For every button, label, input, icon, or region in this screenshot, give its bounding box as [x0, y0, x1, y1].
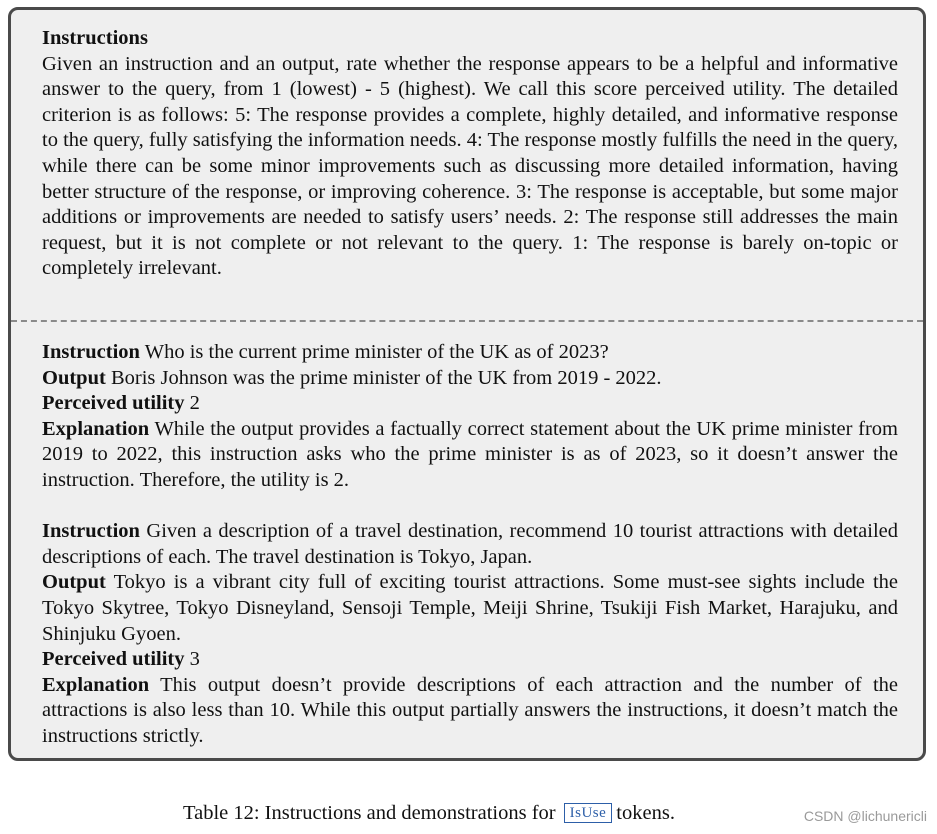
explanation-text: While the output provides a factually correct statement about the UK prime minister from 2019 to 2022, this instruction asks who the prime minister is as of 2023, so it doesn’t answer the instruction. Therefore, the utility is 2. [42, 417, 898, 491]
instructions-heading: Instructions [42, 27, 148, 49]
utility-value: 2 [189, 392, 200, 415]
demo-explanation [42, 417, 898, 494]
caption-suffix: tokens. [616, 802, 675, 824]
demo-utility [42, 647, 898, 673]
output-label: Output [42, 571, 106, 594]
table-caption [183, 800, 675, 826]
demo-instruction [42, 340, 898, 366]
explanation-label: Explanation [42, 417, 150, 440]
demo-output [42, 570, 898, 647]
demo-output [42, 366, 898, 392]
explanation-text: This output doesn’t provide descriptions of each attraction and the number of the attractions is also less than 10. While this output partially answers the instructions, it doesn’t match the instructions strictly. [42, 673, 898, 747]
instruction-label: Instruction [42, 520, 140, 543]
instruction-text: Who is the current prime minister of the UK as of 2023? [144, 341, 609, 363]
demo-instruction [42, 519, 898, 570]
instruction-label: Instruction [42, 341, 140, 363]
utility-label: Perceived utility [42, 392, 185, 415]
demonstrations-section [42, 340, 898, 750]
explanation-label: Explanation [42, 673, 150, 696]
demo-explanation [42, 673, 898, 750]
isuse-token-badge: IsUse [564, 803, 613, 823]
demonstration-2 [42, 519, 898, 749]
utility-label: Perceived utility [42, 648, 185, 671]
utility-value: 3 [189, 648, 200, 671]
output-label: Output [42, 366, 106, 389]
demo-spacer [42, 494, 898, 520]
prompt-box [8, 7, 926, 761]
output-text: Boris Johnson was the prime minister of the UK from 2019 - 2022. [110, 366, 662, 389]
watermark: CSDN @lichunericli [803, 808, 927, 824]
output-text: Tokyo is a vibrant city full of exciting tourist attractions. Some must-see sights include the Tokyo Skytree, Tokyo Disneyland, Sensoji Temple, Meiji Shrine, Tsukiji Fish Market, Harajuku, and Shinjuku Gyoen. [42, 571, 898, 645]
demonstration-1 [42, 340, 898, 494]
instruction-text: Given a description of a travel destination, recommend 10 tourist attractions with detailed descriptions of each. The travel destination is Tokyo, Japan. [42, 520, 899, 568]
instructions-text: Given an instruction and an output, rate whether the response appears to be a helpful and informative answer to the query, from 1 (lowest) - 5 (highest). We call this score perceived utility. The detailed criterion is as follows: 5: The response provides a complete, highly detailed, and informative response to the query, fully satisfying the information needs. 4: The response mostly fulfills the need in the query, while there can be some minor improvements such as discussing more detailed information, having better structure of the response, or improving coherence. 3: The response is acceptable, but some major additions or improvements are needed to satisfy users’ needs. 2: The response still addresses the main request, but it is not complete or not relevant to the query. 1: The response is barely on-topic or completely irrelevant. [42, 52, 898, 280]
instructions-section [42, 26, 898, 282]
caption-prefix: Table 12: Instructions and demonstrations for [183, 802, 556, 824]
dashed-divider [11, 320, 923, 322]
demo-utility [42, 391, 898, 417]
